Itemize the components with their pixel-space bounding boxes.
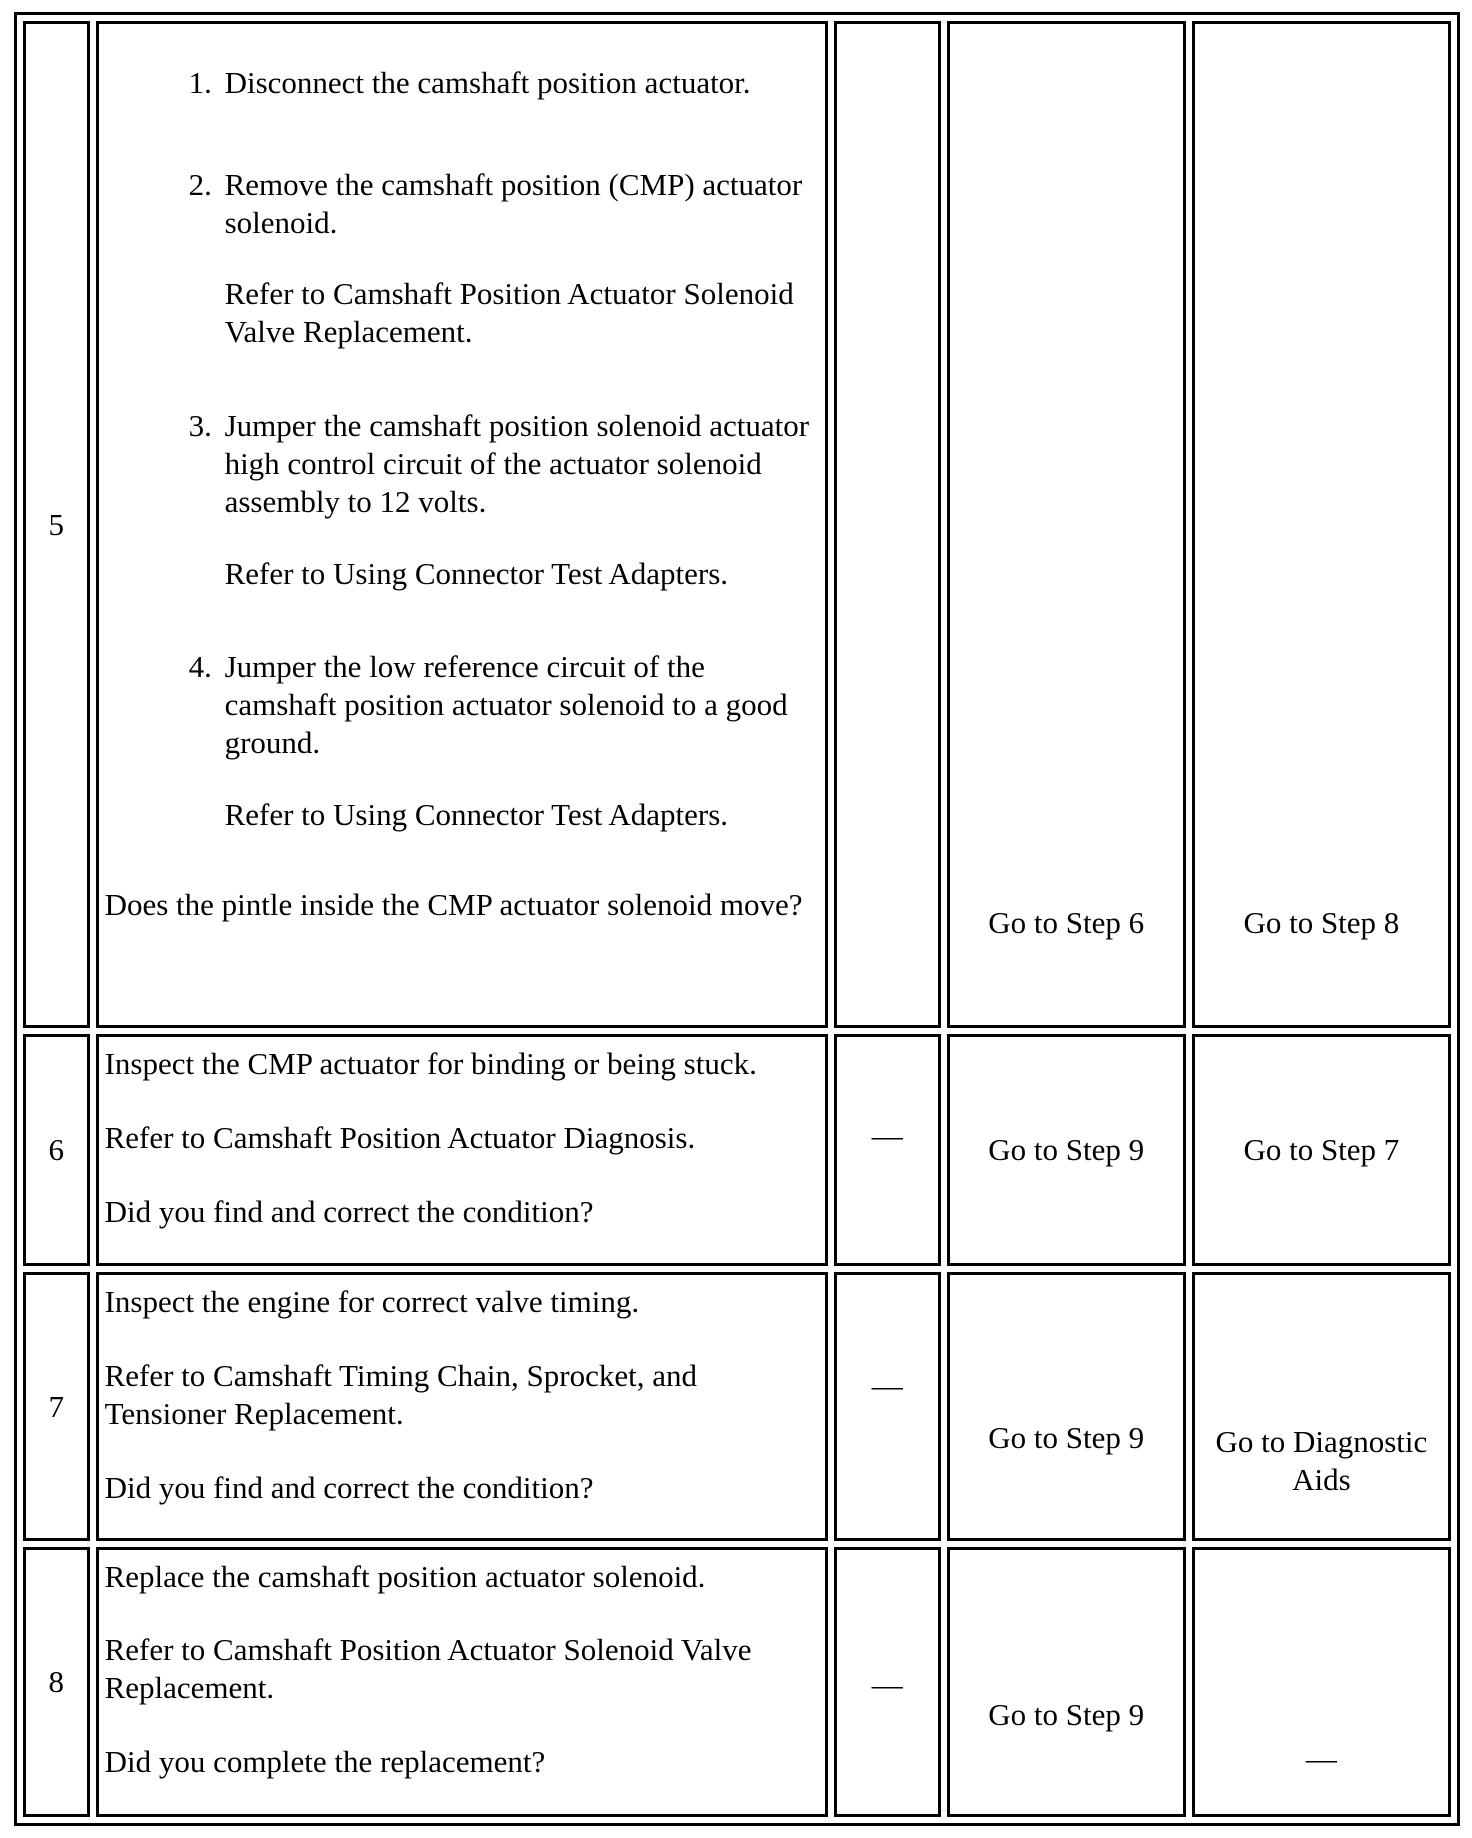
step-number: 6 — [48, 1132, 65, 1168]
substep-number: 4. — [188, 649, 212, 685]
step-number: 7 — [48, 1388, 65, 1424]
no-cell — [1192, 21, 1451, 1028]
no-cell — [1192, 1547, 1451, 1817]
step-number-cell — [23, 1547, 90, 1817]
step-question: Did you find and correct the condition? — [104, 1193, 594, 1229]
action-cell — [96, 21, 828, 1028]
step-number: 8 — [48, 1663, 65, 1699]
value-cell — [834, 1034, 941, 1266]
yes-cell — [947, 1272, 1186, 1540]
substep-number: 1. — [188, 65, 212, 100]
substep-item — [189, 407, 819, 592]
table-row-step-8 — [23, 1547, 1451, 1817]
no-action: Go to Diagnostic Aids — [1215, 1424, 1428, 1498]
yes-cell — [947, 1034, 1186, 1266]
step-number-cell — [23, 1034, 90, 1266]
step-question: Did you find and correct the condition? — [104, 1469, 594, 1505]
table-row-step-5 — [23, 21, 1451, 1028]
value-text: — — [871, 1666, 903, 1702]
step-number: 5 — [48, 506, 65, 542]
yes-cell — [947, 21, 1186, 1028]
value-cell — [834, 1547, 941, 1817]
substep-number: 3. — [188, 408, 212, 444]
substep-item — [189, 648, 819, 833]
step-reference: Refer to Camshaft Position Actuator Diagnosis. — [104, 1119, 696, 1155]
step-instruction: Replace the camshaft position actuator solenoid. — [104, 1558, 706, 1594]
yes-action: Go to Step 9 — [988, 1696, 1145, 1732]
substep-text: Jumper the low reference circuit of the camshaft position actuator solenoid to a good ground. — [224, 649, 788, 760]
no-action: Go to Step 8 — [1243, 905, 1400, 940]
yes-action: Go to Step 9 — [988, 1420, 1145, 1456]
substep-text: Jumper the camshaft position solenoid actuator high control circuit of the actuator solenoid assembly to 12 volts. — [224, 408, 810, 519]
value-text: — — [871, 1368, 903, 1404]
action-cell — [96, 1034, 828, 1266]
table-row-step-6 — [23, 1034, 1451, 1266]
yes-action: Go to Step 6 — [988, 905, 1145, 940]
step-reference: Refer to Camshaft Timing Chain, Sprocket, and Tensioner Replacement. — [104, 1358, 697, 1431]
step-question: Did you complete the replacement? — [104, 1744, 546, 1780]
yes-action: Go to Step 9 — [988, 1132, 1145, 1168]
step-number-cell — [23, 1272, 90, 1540]
substep-item — [189, 64, 819, 102]
substep-text: Remove the camshaft position (CMP) actuator solenoid. — [224, 166, 803, 240]
action-cell — [96, 1547, 828, 1817]
substep-note: Refer to Using Connector Test Adapters. — [224, 555, 729, 591]
step-instruction: Inspect the engine for correct valve timing. — [104, 1284, 640, 1320]
substep-item — [189, 166, 819, 351]
step-question: Does the pintle inside the CMP actuator solenoid move? — [104, 886, 803, 922]
step-reference: Refer to Camshaft Position Actuator Solenoid Valve Replacement. — [104, 1632, 752, 1706]
step-number-cell — [23, 21, 90, 1028]
substep-note: Refer to Using Connector Test Adapters. — [224, 796, 729, 832]
diagnostic-table — [14, 12, 1460, 1826]
substep-text: Disconnect the camshaft position actuator. — [224, 65, 751, 100]
value-text: — — [871, 1118, 903, 1154]
table-row-step-7 — [23, 1272, 1451, 1540]
no-action: Go to Step 7 — [1243, 1132, 1400, 1168]
value-cell — [834, 21, 941, 1028]
step-instruction: Inspect the CMP actuator for binding or being stuck. — [104, 1046, 757, 1082]
yes-cell — [947, 1547, 1186, 1817]
action-cell — [96, 1272, 828, 1540]
substep-number: 2. — [188, 166, 212, 202]
no-cell — [1192, 1034, 1451, 1266]
value-cell — [834, 1272, 941, 1540]
no-action: — — [1305, 1740, 1337, 1776]
no-cell — [1192, 1272, 1451, 1540]
substep-note: Refer to Camshaft Position Actuator Solenoid Valve Replacement. — [224, 276, 794, 350]
substep-list — [105, 64, 819, 834]
